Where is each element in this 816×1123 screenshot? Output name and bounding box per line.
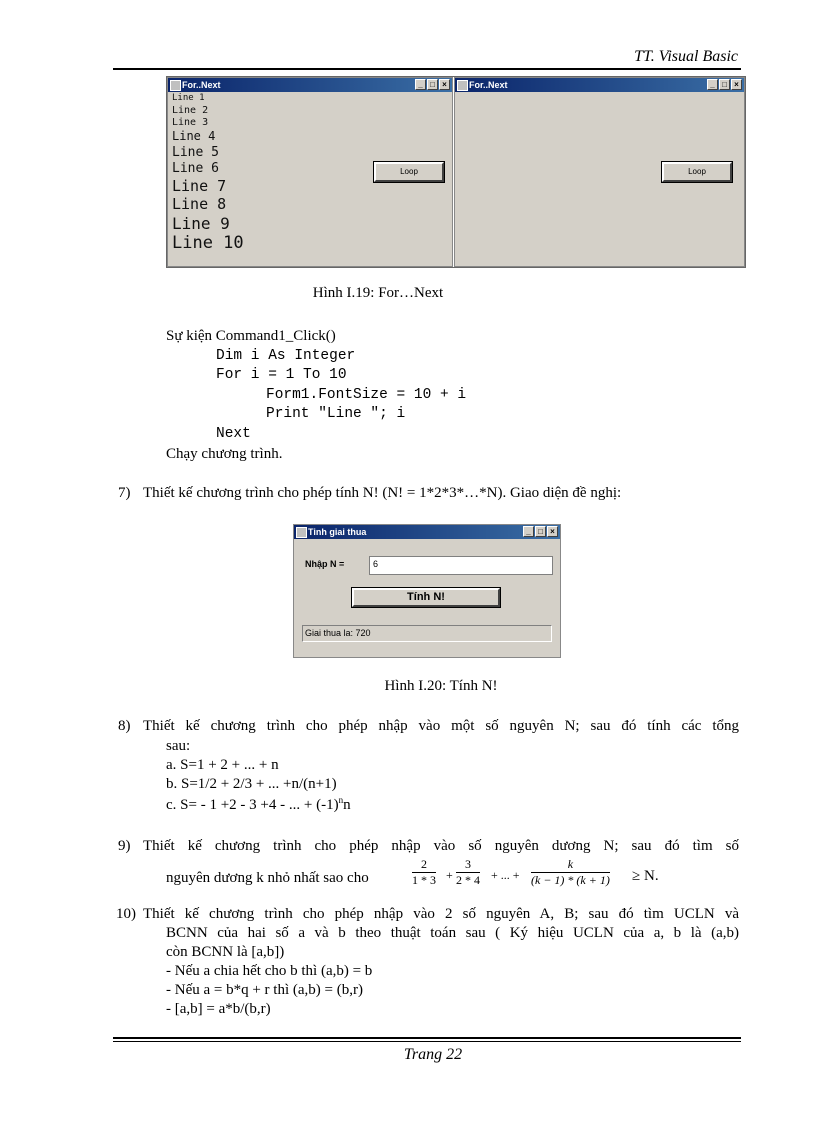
ellipsis-sum: + ... + — [491, 868, 520, 882]
print-line: Line 5 — [172, 145, 219, 160]
code-line: Form1.FontSize = 10 + i — [266, 387, 467, 403]
item-number: 7) — [118, 485, 131, 501]
print-line: Line 9 — [172, 214, 230, 233]
item-8-line: Thiết kế chương trình cho phép nhập vào một số nguyên N; sau đó tính các tổng — [143, 718, 739, 734]
print-line: Line 3 — [172, 117, 209, 128]
code-line: Dim i As Integer — [216, 348, 356, 364]
maximize-icon[interactable]: □ — [719, 79, 730, 90]
code-line: For i = 1 To 10 — [216, 367, 347, 383]
maximize-icon[interactable]: □ — [535, 526, 546, 537]
item-10-line: còn BCNN là [a,b]) — [166, 944, 285, 960]
fraction: $\frac{2}{1 * 3}$ — [412, 857, 436, 887]
footer-rule-thin — [113, 1041, 741, 1042]
minimize-icon[interactable]: _ — [707, 79, 718, 90]
title-bar — [168, 78, 452, 92]
item-9-line: Thiết kế chương trình cho phép nhập vào số nguyên dương N; sau đó tìm số — [143, 838, 739, 854]
loop-button[interactable]: Loop — [662, 162, 732, 182]
tinh-giai-thua-window — [293, 524, 561, 658]
item-8-a: a. S=1 + 2 + ... + n — [166, 757, 279, 773]
title-bar — [294, 525, 560, 539]
window-title: For..Next — [182, 80, 221, 90]
code-outro: Chạy chương trình. — [166, 446, 283, 462]
footer-rule — [113, 1037, 741, 1039]
item-8-line: sau: — [166, 738, 191, 754]
result-label: Giai thua la: 720 — [302, 625, 552, 642]
maximize-icon[interactable]: □ — [427, 79, 438, 90]
item-9-line: nguyên dương k nhỏ nhất sao cho — [166, 870, 369, 886]
close-icon[interactable]: × — [439, 79, 450, 90]
code-line: Next — [216, 426, 251, 442]
app-icon — [296, 527, 307, 538]
item-10-line: Thiết kế chương trình cho phép nhập vào 2 số nguyên A, B; sau đó tìm UCLN và — [143, 906, 739, 922]
figure-19 — [166, 76, 746, 268]
figure-19-caption: Hình I.19: For…Next — [312, 285, 444, 301]
print-line: Line 4 — [172, 129, 216, 143]
print-line: Line 8 — [172, 195, 227, 213]
item-7-text: Thiết kế chương trình cho phép tính N! (N! = 1*2*3*…*N). Giao diện đề nghị: — [143, 485, 622, 501]
window-title: For..Next — [469, 80, 508, 90]
print-line: Line 10 — [172, 233, 244, 253]
item-number: 8) — [118, 718, 131, 734]
inequality-tail: ≥ N. — [632, 868, 659, 884]
print-line: Line 2 — [172, 105, 209, 116]
print-line: Line 6 — [172, 161, 219, 176]
tinh-n-button[interactable]: Tính N! — [352, 588, 500, 607]
print-line: Line 1 — [172, 93, 205, 103]
header-rule — [113, 68, 741, 70]
app-icon — [170, 80, 181, 91]
item-10-line: - Nếu a chia hết cho b thì (a,b) = b — [166, 963, 373, 979]
title-bar — [455, 78, 744, 92]
print-line: Line 7 — [172, 177, 227, 195]
page-number: Trang 22 — [403, 1046, 463, 1063]
for-next-window-left — [167, 77, 453, 267]
minimize-icon[interactable]: _ — [523, 526, 534, 537]
close-icon[interactable]: × — [731, 79, 742, 90]
item-number: 10) — [116, 906, 136, 922]
fraction: $\frac{k}{(k - 1) * (k + 1)}$ — [531, 857, 610, 887]
input-label: Nhập N = — [305, 559, 345, 569]
item-10-line: - [a,b] = a*b/(b,r) — [166, 1001, 271, 1017]
code-intro: Sự kiện Command1_Click() — [166, 328, 336, 344]
window-title: Tinh giai thua — [308, 527, 367, 537]
code-line: Print "Line "; i — [266, 406, 406, 422]
fraction: $\frac{3}{2 * 4}$ — [456, 857, 480, 887]
minimize-icon[interactable]: _ — [415, 79, 426, 90]
for-next-window-right — [454, 77, 745, 267]
item-8-b: b. S=1/2 + 2/3 + ... +n/(n+1) — [166, 776, 337, 792]
item-8-c: c. S= - 1 +2 - 3 +4 - ... + $(-1)^nn$ — [166, 795, 351, 813]
item-number: 9) — [118, 838, 131, 854]
app-icon — [457, 80, 468, 91]
plus-sign: + — [446, 868, 453, 882]
loop-button[interactable]: Loop — [374, 162, 444, 182]
figure-20-caption: Hình I.20: Tính N! — [384, 678, 498, 694]
close-icon[interactable]: × — [547, 526, 558, 537]
item-10-line: BCNN của hai số a và b theo thuật toán sau ( Ký hiệu UCLN của a, b là (a,b) — [166, 925, 739, 941]
item-10-line: - Nếu a = b*q + r thì (a,b) = (b,r) — [166, 982, 363, 998]
header-title: TT. Visual Basic — [634, 48, 738, 65]
n-input[interactable]: 6 — [369, 556, 553, 575]
